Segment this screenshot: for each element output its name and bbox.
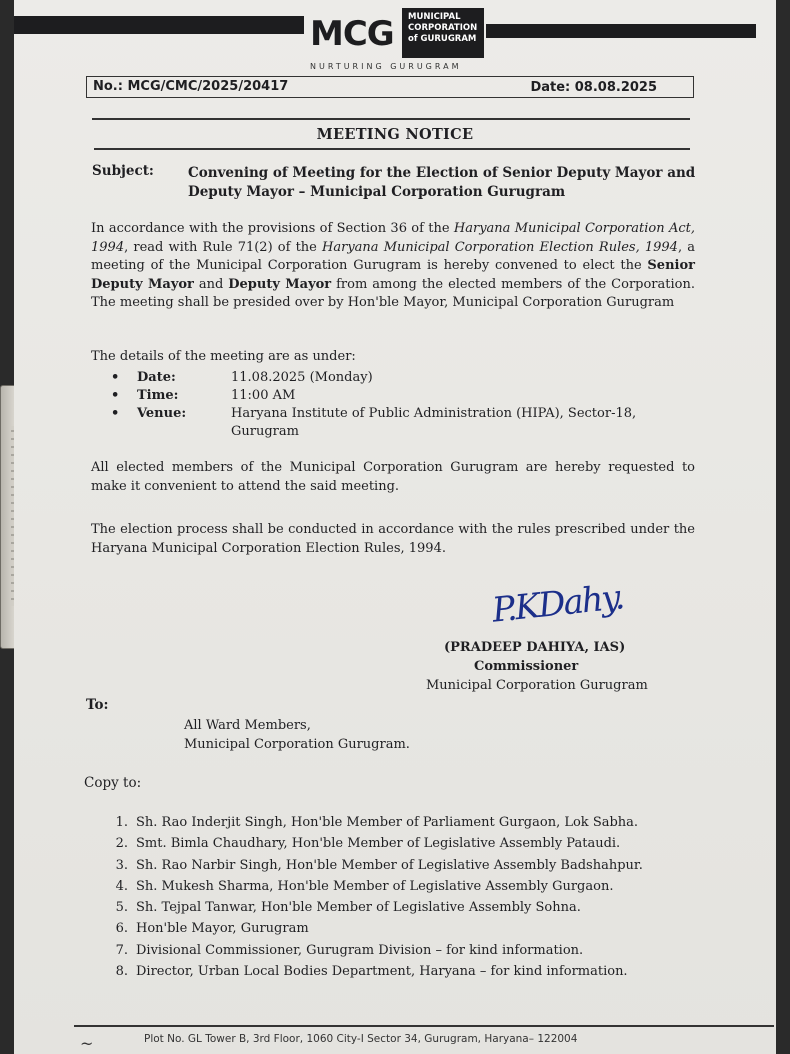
org-line-2: CORPORATION: [408, 23, 478, 33]
to-label: To:: [86, 697, 109, 713]
meeting-details-list: [111, 369, 661, 441]
bullet: •: [111, 406, 120, 421]
detail-value: Haryana Institute of Public Administration (HIPA), Sector-18, Gurugram: [231, 406, 637, 439]
paragraph-election-process: The election process shall be conducted in accordance with the rules prescribed under the Haryana Municipal Corporation Election Rules, 1994.: [91, 522, 695, 556]
org-line-3: of GURUGRAM: [408, 34, 477, 44]
subject-text: Convening of Meeting for the Election of Senior Deputy Mayor and Deputy Mayor – Municipal Corporation Gurugram: [188, 165, 696, 200]
signatory-name: (PRADEEP DAHIYA, IAS): [444, 640, 626, 655]
org-line-1: MUNICIPAL: [408, 12, 461, 22]
list-item: 6. Hon'ble Mayor, Gurugram: [115, 921, 309, 937]
list-item: 5. Sh. Tejpal Tanwar, Hon'ble Member of Legislative Assembly Sohna.: [115, 900, 581, 916]
detail-label: Time:: [137, 388, 179, 403]
reference-date: Date: 08.08.2025: [530, 80, 657, 95]
letterhead-bar-left: [14, 16, 304, 34]
title-rule-bottom: [94, 148, 690, 150]
detail-label: Venue:: [137, 406, 187, 421]
title-rule-top: [92, 118, 690, 120]
detail-row-venue: [111, 405, 661, 441]
bullet: •: [111, 388, 120, 403]
to-line-2: Municipal Corporation Gurugram.: [184, 737, 410, 752]
signatory-organisation: Municipal Corporation Gurugram: [426, 678, 648, 693]
notice-document: [14, 0, 776, 1054]
list-item: 3. Sh. Rao Narbir Singh, Hon'ble Member of Legislative Assembly Badshahpur.: [115, 857, 643, 873]
org-name-block: [402, 8, 484, 58]
bullet: •: [111, 370, 120, 385]
footer-address: Plot No. GL Tower B, 3rd Floor, 1060 City-I Sector 34, Gurugram, Haryana– 122004: [144, 1033, 578, 1045]
detail-row-time: [111, 387, 661, 405]
reference-box: [86, 76, 694, 98]
footer-rule: [74, 1025, 774, 1027]
detail-value: 11:00 AM: [231, 388, 296, 403]
reference-number: No.: MCG/CMC/2025/20417: [93, 79, 289, 94]
list-item: 8. Director, Urban Local Bodies Department, Haryana – for kind information.: [115, 964, 628, 980]
details-intro: The details of the meeting are as under:: [91, 349, 356, 364]
copy-to-label: Copy to:: [84, 775, 142, 791]
paragraph-attendance: All elected members of the Municipal Corporation Gurugram are hereby requested to make it convenient to attend the said meeting.: [91, 460, 695, 494]
list-item: 1. Sh. Rao Inderjit Singh, Hon'ble Member of Parliament Gurgaon, Lok Sabha.: [115, 815, 639, 830]
list-item: 4. Sh. Mukesh Sharma, Hon'ble Member of Legislative Assembly Gurgaon.: [115, 878, 614, 894]
copy-to-list: [102, 812, 643, 982]
letterhead-bar-right: [486, 24, 756, 38]
to-addressee: [184, 716, 410, 754]
notice-title: MEETING NOTICE: [316, 126, 474, 143]
handwritten-signature: P.KDahy.: [490, 577, 625, 631]
detail-value: 11.08.2025 (Monday): [231, 370, 373, 385]
paragraph-provisions: In accordance with the provisions of Section 36 of the Haryana Municipal Corporation Act, 1994, read with Rule 71(2) of the Haryana Municipal Corporation Election Rules, 1994, a meeting of the Municipal Corporation Gurugram is hereby convened to elect the Senior Deputy Mayor and Deputy Mayor from among the elected members of the Corporation. The meeting shall be presided over by Hon'ble Mayor, Municipal Corporation Gurugram: [91, 221, 695, 310]
detail-row-date: [111, 369, 661, 387]
signatory-designation: Commissioner: [474, 659, 579, 674]
subject-label: Subject:: [92, 163, 154, 179]
footer-ornament-icon: ~: [80, 1034, 94, 1053]
list-item: 2. Smt. Bimla Chaudhary, Hon'ble Member of Legislative Assembly Pataudi.: [115, 836, 621, 852]
detail-label: Date:: [137, 370, 176, 385]
to-line-1: All Ward Members,: [184, 718, 311, 733]
list-item: 7. Divisional Commissioner, Gurugram Division – for kind information.: [115, 942, 584, 958]
letterhead-tagline: NURTURING GURUGRAM: [310, 62, 462, 71]
mcg-logo: MCG: [310, 14, 394, 54]
